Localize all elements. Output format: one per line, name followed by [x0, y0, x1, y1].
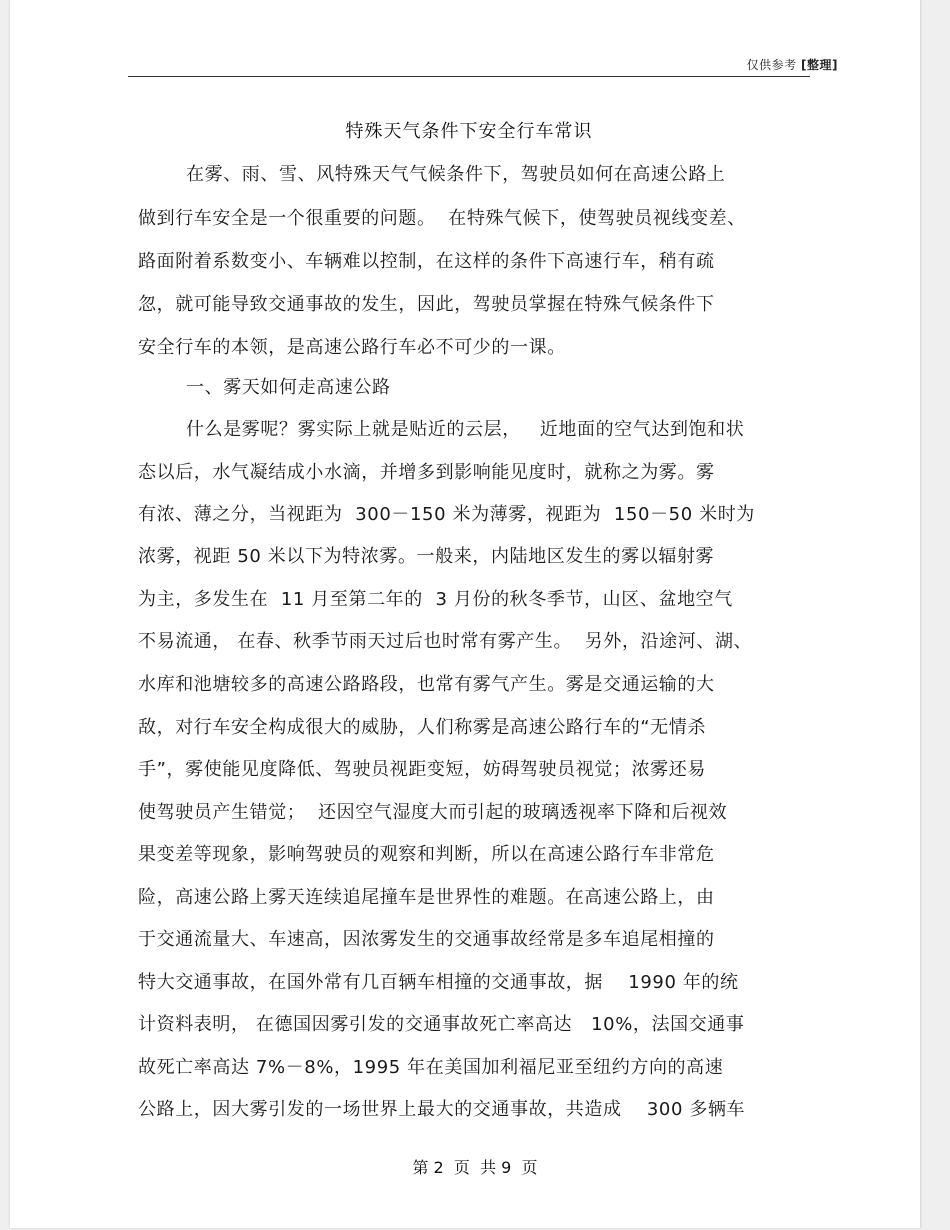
section-heading: 一、雾天如何走高速公路	[186, 377, 391, 398]
body-line: 手”，雾使能见度降低、驾驶员视距变短，妨碍驾驶员视觉；浓雾还易	[138, 759, 706, 780]
body-line: 敌，对行车安全构成很大的威胁，人们称雾是高速公路行车的“无情杀	[138, 717, 706, 738]
body-line: 特大交通事故，在国外常有几百辆车相撞的交通事故，据 1990 年的统	[138, 972, 739, 993]
body-line: 使驾驶员产生错觉； 还因空气湿度大而引起的玻璃透视率下降和后视效	[138, 802, 728, 823]
body-line: 公路上，因大雾引发的一场世界上最大的交通事故，共造成 300 多辆车	[138, 1099, 746, 1120]
document-title: 特殊天气条件下安全行车常识	[345, 121, 593, 142]
header-divider	[128, 76, 810, 77]
header-tag: [整理]	[801, 58, 838, 72]
page-footer: 第 2 页 共 9 页	[412, 1158, 538, 1177]
body-line: 浓雾，视距 50 米以下为特浓雾。一般来，内陆地区发生的雾以辐射雾	[138, 546, 715, 567]
body-line: 路面附着系数变小、车辆难以控制，在这样的条件下高速行车，稍有疏	[138, 251, 715, 272]
body-line: 不易流通， 在春、秋季节雨天过后也时常有雾产生。 另外，沿途河、湖、	[138, 631, 753, 652]
body-line: 态以后，水气凝结成小水滴，并增多到影响能见度时，就称之为雾。雾	[138, 462, 715, 483]
body-line: 什么是雾呢？雾实际上就是贴近的云层， 近地面的空气达到饱和状	[186, 419, 745, 440]
body-line: 险，高速公路上雾天连续追尾撞车是世界性的难题。在高速公路上，由	[138, 887, 715, 908]
body-line: 水库和池塘较多的高速公路路段，也常有雾气产生。雾是交通运输的大	[138, 674, 715, 695]
body-line: 故死亡率高达 7%－8%，1995 年在美国加利福尼亚至纽约方向的高速	[138, 1057, 724, 1078]
body-line: 安全行车的本领，是高速公路行车必不可少的一课。	[138, 337, 566, 358]
body-line: 计资料表明， 在德国因雾引发的交通事故死亡率高达 10%，法国交通事	[138, 1014, 745, 1035]
body-line: 为主，多发生在 11 月至第二年的 3 月份的秋冬季节，山区、盆地空气	[138, 589, 733, 610]
body-line: 在雾、雨、雪、风特殊天气气候条件下，驾驶员如何在高速公路上	[186, 164, 726, 185]
body-line: 于交通流量大、车速高，因浓雾发生的交通事故经常是多车追尾相撞的	[138, 929, 715, 950]
page-header	[747, 56, 838, 73]
body-line: 做到行车安全是一个很重要的问题。 在特殊气候下，使驾驶员视线变差、	[138, 208, 746, 229]
body-line: 有浓、薄之分，当视距为 300－150 米为薄雾，视距为 150－50 米时为	[138, 504, 755, 525]
body-line: 忽，就可能导致交通事故的发生，因此，驾驶员掌握在特殊气候条件下	[138, 294, 715, 315]
header-note: 仅供参考	[746, 58, 797, 72]
body-line: 果变差等现象，影响驾驶员的观察和判断，所以在高速公路行车非常危	[138, 844, 715, 865]
